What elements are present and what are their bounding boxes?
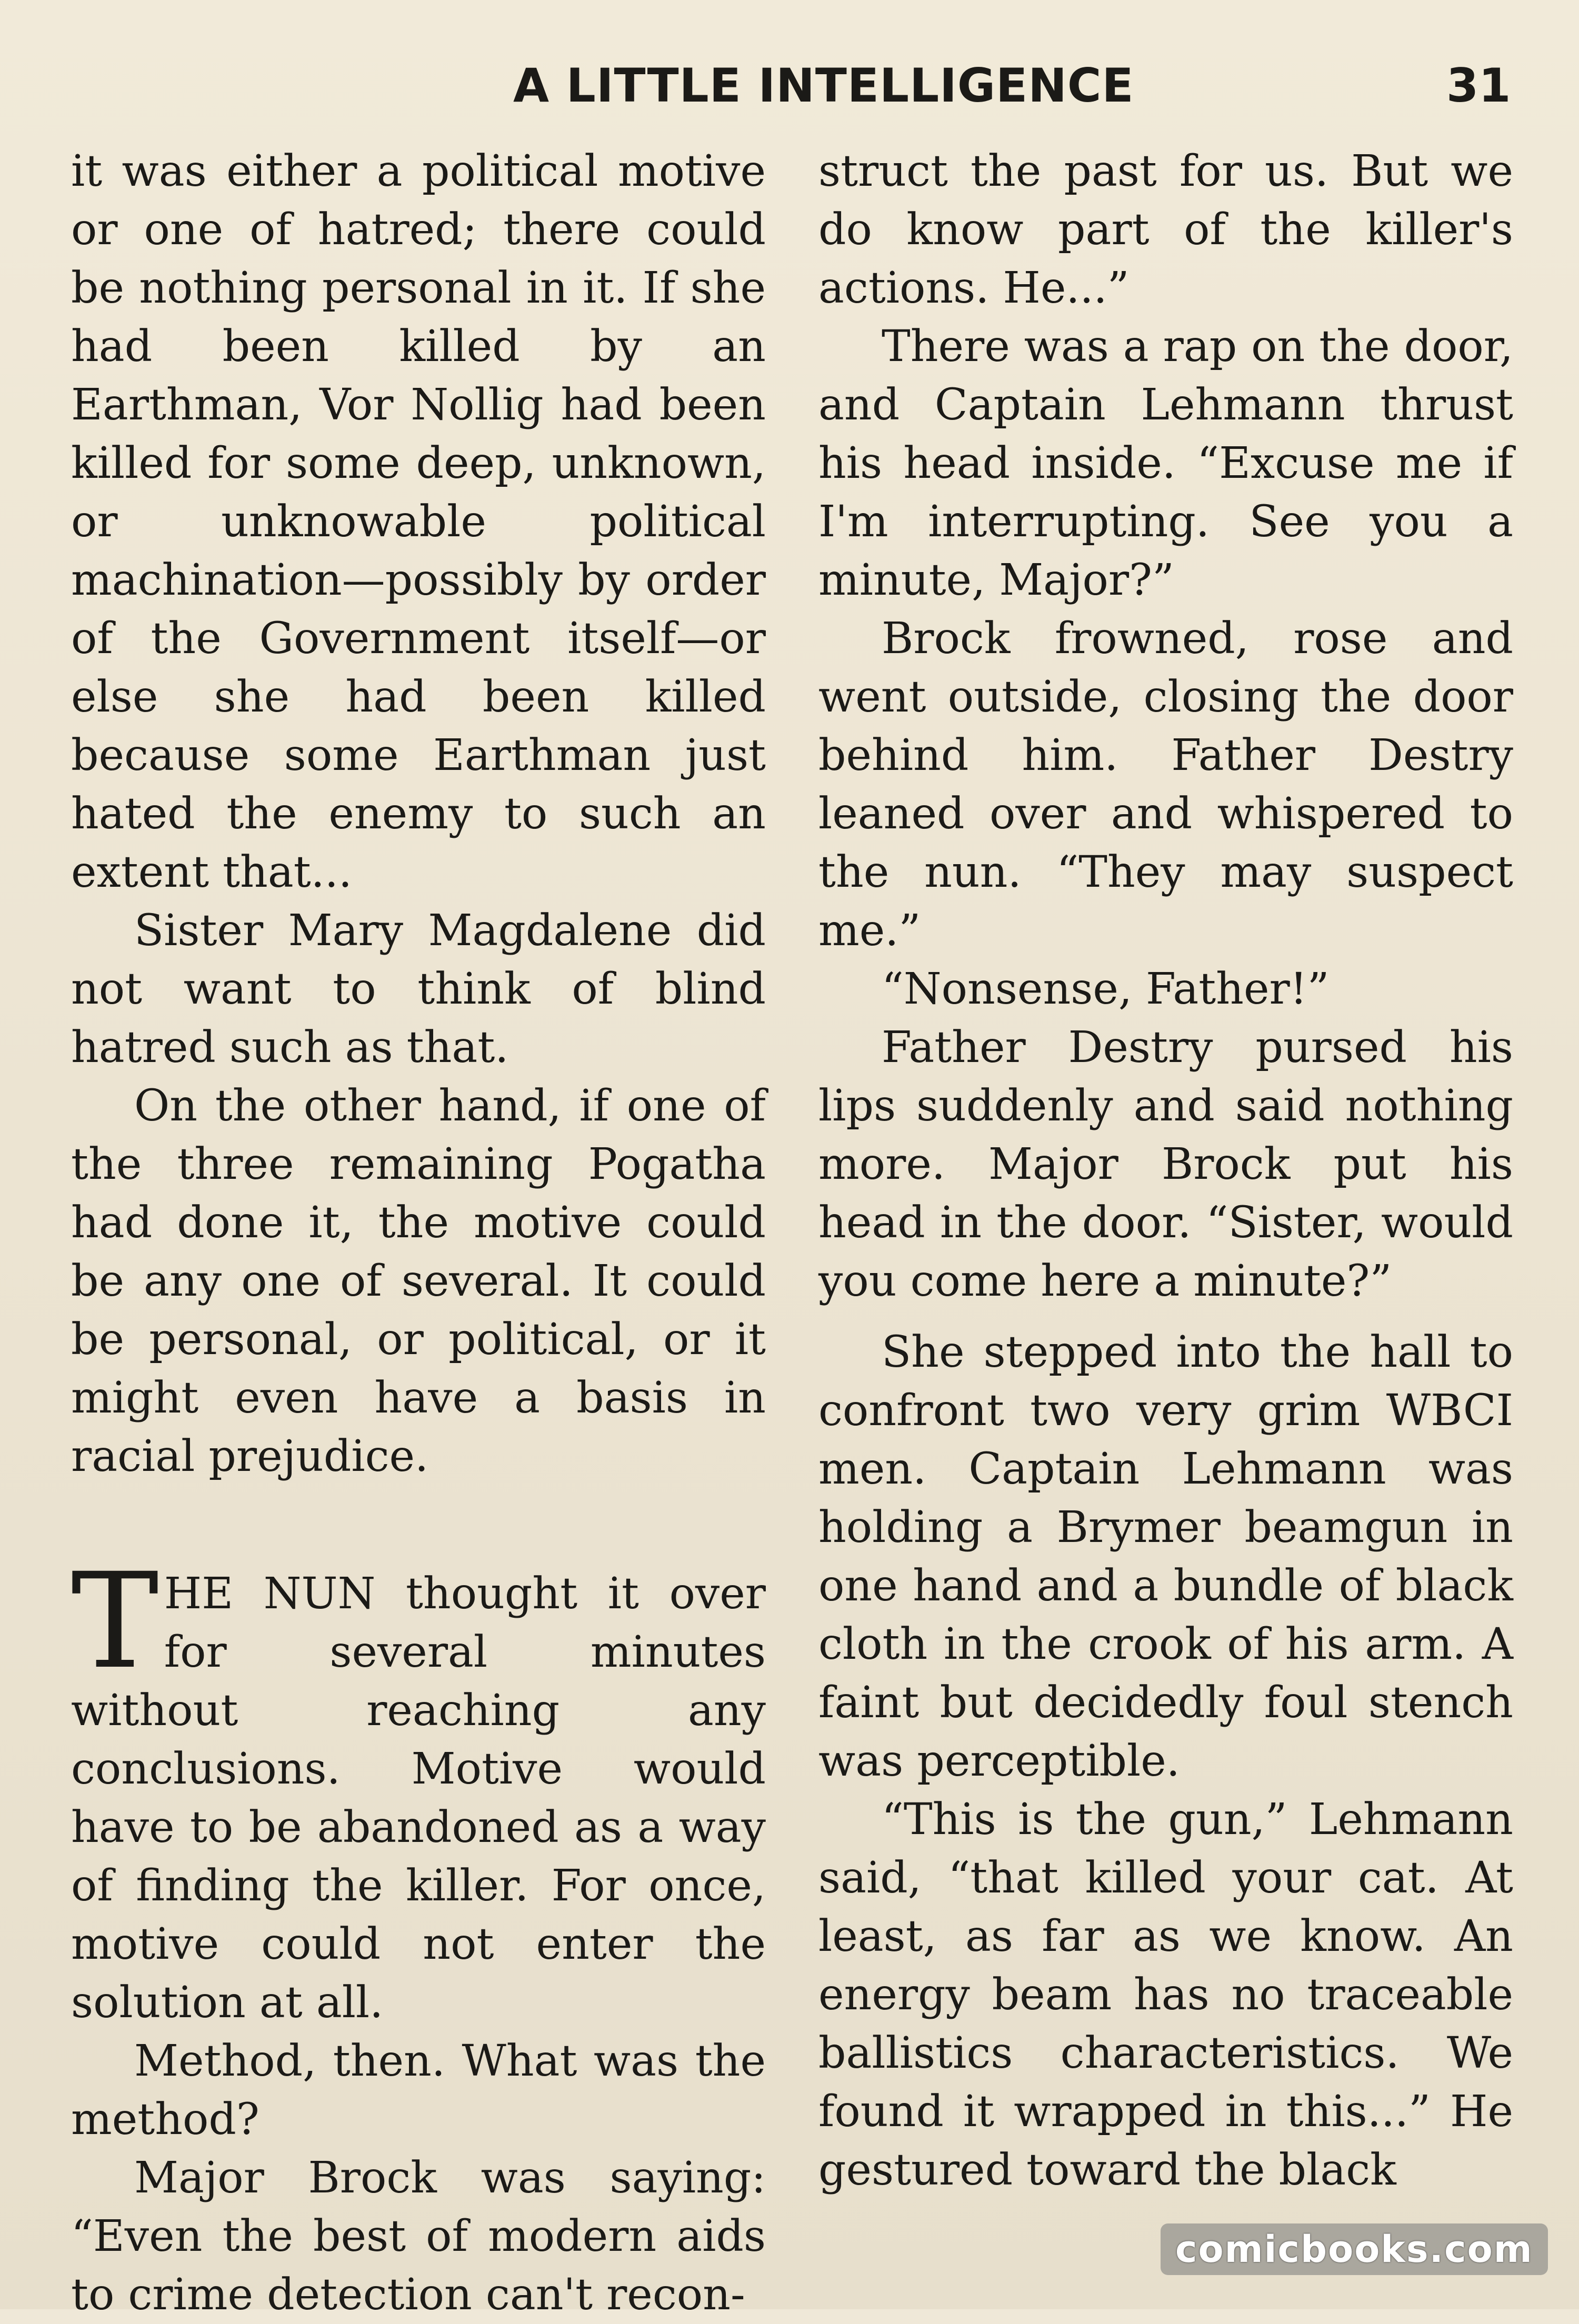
paragraph: On the other hand, if one of the three remaining Pogatha had done it, the motive could be any one of several. It could be personal, or political, or it might even have a basis in racial prejudice.	[71, 1081, 766, 1481]
site-watermark: comicbooks.com	[1161, 2223, 1548, 2275]
section-start-paragraph	[71, 1545, 766, 2032]
running-title: A LITTLE INTELLIGENCE	[513, 58, 1134, 113]
paragraph: struct the past for us. But we do know part of the killer's actions. He...”	[818, 146, 1513, 313]
paragraph: There was a rap on the door, and Captain Lehmann thrust his head inside. “Excuse me if I'm interrupting. See you a minute, Major?”	[818, 322, 1513, 605]
running-header	[0, 57, 1579, 115]
paragraph: Major Brock was saying: “Even the best of modern aids to crime detection can't recon-	[71, 2153, 766, 2320]
paragraph-text: HE NUN thought it over for several minutes without reaching any conclusions. Motive would have to be abandoned as a way of finding the killer. For once, motive could not enter the solution at all.	[71, 1569, 766, 2028]
right-column	[818, 142, 1513, 2199]
paragraph: it was either a political motive or one of hatred; there could be nothing personal in it. If she had been killed by an Earthman, Vor Nollig had been killed for some deep, unknown, or unknowable political machination—possibly by order of the Government itself—or else she had been killed because some Earthman just hated the enemy to such an extent that...	[71, 146, 766, 897]
drop-cap: T	[71, 1545, 159, 1698]
paragraph: She stepped into the hall to confront two very grim WBCI men. Captain Lehmann was holding a Brymer beamgun in one hand and a bundle of black cloth in the crook of his arm. A faint but decidedly foul stench was perceptible.	[818, 1327, 1513, 1786]
paragraph: Method, then. What was the method?	[71, 2036, 766, 2145]
paragraph: Brock frowned, rose and went outside, closing the door behind him. Father Destry leaned over and whispered to the nun. “They may suspect me.”	[818, 614, 1513, 956]
paragraph: “Nonsense, Father!”	[882, 964, 1330, 1014]
paragraph: “This is the gun,” Lehmann said, “that killed your cat. At least, as far as we know. An energy beam has no traceable ballistics characteristics. We found it wrapped in this...” He gestured toward the black	[818, 1795, 1513, 2195]
paragraph: Sister Mary Magdalene did not want to think of blind hatred such as that.	[71, 906, 766, 1073]
page-number: 31	[1446, 58, 1511, 113]
paragraph: Father Destry pursed his lips suddenly and said nothing more. Major Brock put his head in the door. “Sister, would you come here a minute?”	[818, 1023, 1513, 1306]
left-column	[71, 142, 766, 2324]
